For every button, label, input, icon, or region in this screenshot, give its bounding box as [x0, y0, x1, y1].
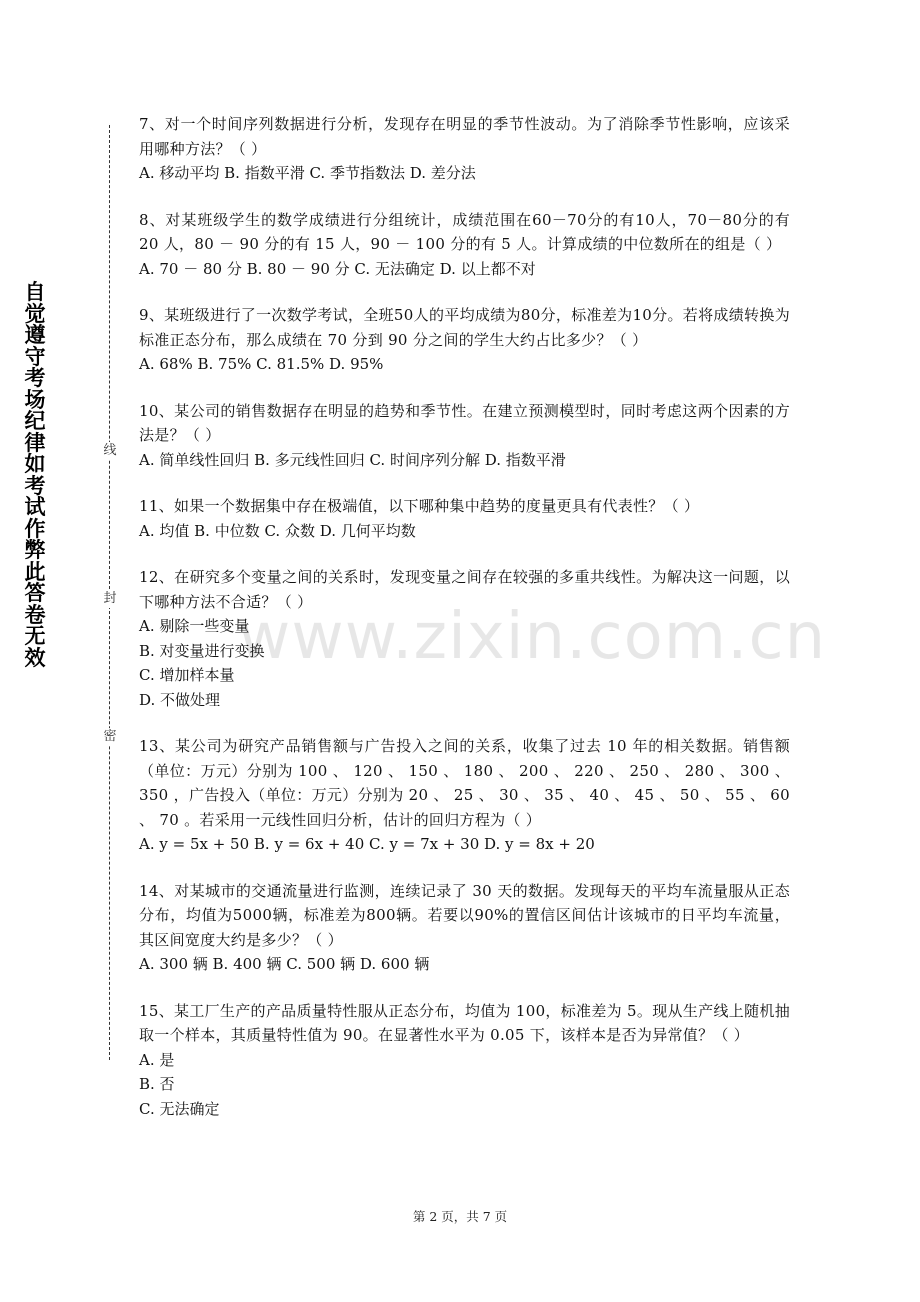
question-options: A. 均值 B. 中位数 C. 众数 D. 几何平均数 [139, 521, 416, 540]
question-options: A. 移动平均 B. 指数平滑 C. 季节指数法 D. 差分法 [139, 164, 476, 182]
question-option-c: C. 增加样本量 [139, 666, 235, 684]
question-option-d: D. 不做处理 [139, 690, 221, 709]
question-stem: 9、某班级进行了一次数学考试，全班50人的平均成绩为80分，标准差为10分。若将成绩转换为标准正态分布，那么成绩在 70 分到 90 分之间的学生大约占比多少？（ ） [139, 306, 790, 349]
question-options: A. 简单线性回归 B. 多元线性回归 C. 时间序列分解 D. 指数平滑 [139, 450, 566, 469]
question-options: A. 70 － 80 分 B. 80 － 90 分 C. 无法确定 D. 以上都不对 [139, 259, 536, 278]
question-10 [139, 399, 790, 473]
page-number-footer: 第 2 页，共 7 页 [412, 1209, 508, 1224]
question-14 [139, 879, 790, 977]
question-15 [139, 999, 790, 1122]
question-option-b: B. 否 [139, 1075, 175, 1093]
question-stem: 12、在研究多个变量之间的关系时，发现变量之间存在较强的多重共线性。为解决这一问题，以下哪种方法不合适？（ ） [139, 568, 790, 611]
question-stem: 10、某公司的销售数据存在明显的趋势和季节性。在建立预测模型时，同时考虑这两个因素的方法是？（ ） [139, 401, 790, 444]
question-option-a: A. 是 [139, 1050, 175, 1069]
binding-label-feng: 封 [103, 591, 117, 606]
question-stem: 7、对一个时间序列数据进行分析，发现存在明显的季节性波动。为了消除季节性影响，应该采用哪种方法？（ ） [139, 115, 790, 158]
question-options: A. 68% B. 75% C. 81.5% D. 95% [139, 355, 384, 373]
question-8 [139, 208, 790, 282]
question-option-c: C. 无法确定 [139, 1099, 220, 1118]
question-13 [139, 734, 790, 857]
question-7 [139, 112, 790, 186]
question-stem: 13、某公司为研究产品销售额与广告投入之间的关系，收集了过去 10 年的相关数据。销售额（单位：万元）分别为 100 、 120 、 150 、 180 、 200 、 220 、 250 、 280 、 300 、 350 ，广告投入（单位：万元）分别为 20 、 25 、 30 、 35 、 40 、 45 、 50 、 55 、 60 、 70 。若采用一元线性回归分析，估计的回归方程为（ ） [139, 737, 790, 829]
question-9 [139, 303, 790, 377]
question-option-b: B. 对变量进行变换 [139, 641, 265, 660]
question-options: A. 300 辆 B. 400 辆 C. 500 辆 D. 600 辆 [139, 955, 430, 973]
question-options: A. y = 5x + 50 B. y = 6x + 40 C. y = 7x + 30 D. y = 8x + 20 [139, 835, 595, 853]
watermark: www.zixin.com.cn [238, 600, 827, 674]
question-stem: 11、如果一个数据集中存在极端值，以下哪种集中趋势的度量更具有代表性？（ ） [139, 497, 700, 515]
question-stem: 15、某工厂生产的产品质量特性服从正态分布，均值为 100，标准差为 5。现从生产线上随机抽取一个样本，其质量特性值为 90。在显著性水平为 0.05 下，该样本是否为异常值？（ ） [139, 1001, 790, 1044]
question-stem: 8、对某班级学生的数学成绩进行分组统计，成绩范围在60－70分的有10人，70－80分的有 20 人，80 － 90 分的有 15 人，90 － 100 分的有 5 人。计算成绩的中位数所在的组是（ ） [139, 210, 790, 253]
binding-label-xian: 线 [103, 443, 117, 458]
question-stem: 14、对某城市的交通流量进行监测，连续记录了 30 天的数据。发现每天的平均车流量服从正态分布，均值为5000辆，标准差为800辆。若要以90%的置信区间估计该城市的日平均车流量，其区间宽度大约是多少？（ ） [139, 881, 790, 949]
question-12 [139, 565, 790, 712]
question-11 [139, 494, 790, 543]
vertical-exam-notice: 自觉遵守考场纪律如考试作弊此答卷无效 [24, 280, 46, 670]
binding-label-mi: 密 [103, 729, 117, 744]
question-list [139, 112, 790, 1143]
question-option-a: A. 剔除一些变量 [139, 617, 250, 635]
